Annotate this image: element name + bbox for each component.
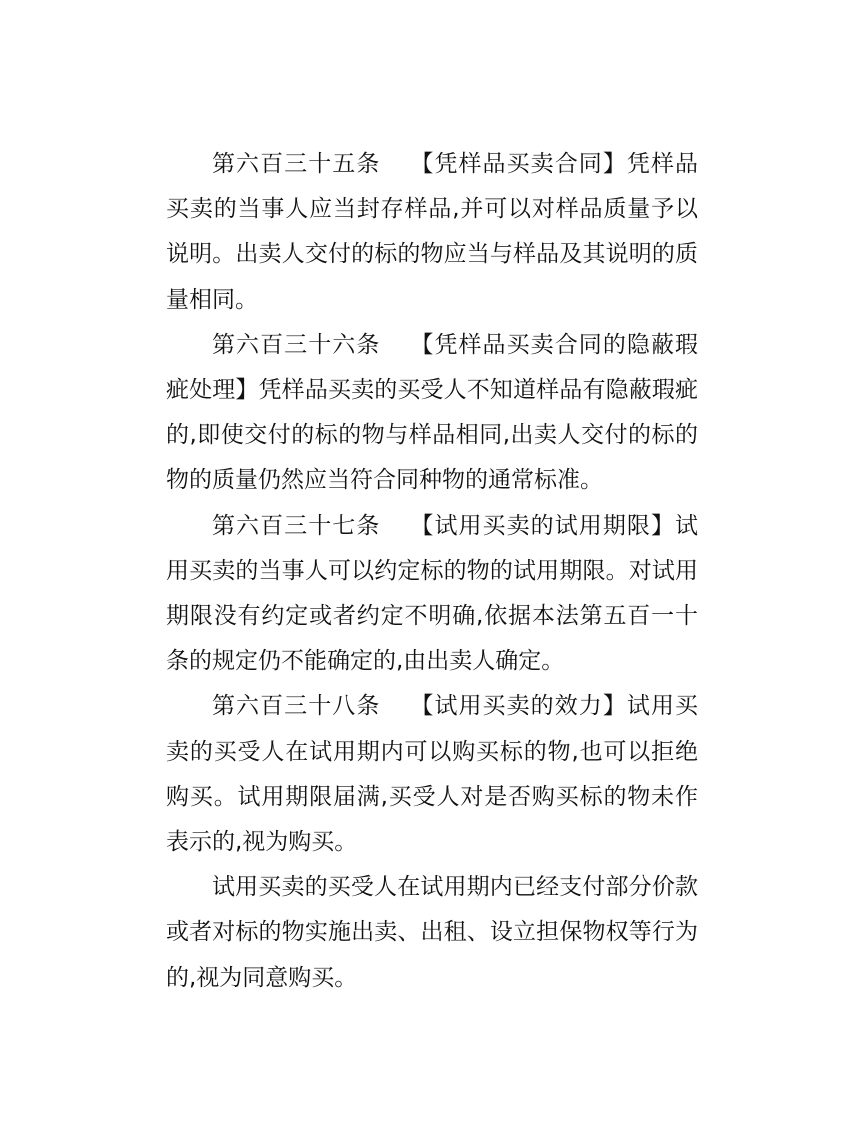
article-638-paragraph — [166, 684, 698, 865]
document-body — [166, 142, 698, 1001]
article-text: 试用买卖的买受人在试用期内可以购买标的物,也可以拒绝购买。试用期限届满,买受人对是否购买标的物未作表示的,视为购买。 — [166, 693, 699, 856]
article-number: 第六百三十五条 — [212, 151, 381, 177]
article-635-paragraph — [166, 142, 698, 323]
article-number: 第六百三十八条 — [212, 693, 381, 720]
article-636-paragraph — [166, 323, 698, 504]
article-text: 试用买卖的买受人在试用期内已经支付部分价款或者对标的物实施出卖、出租、设立担保物权等行为的,视为同意购买。 — [166, 874, 698, 991]
article-638-second-paragraph — [166, 865, 698, 1001]
article-heading: 【试用买卖的试用期限】 — [410, 512, 676, 539]
article-heading: 【试用买卖的效力】 — [410, 693, 627, 720]
article-number: 第六百三十六条 — [212, 331, 381, 358]
article-heading: 【凭样品买卖合同】 — [410, 151, 627, 177]
article-text: 凭样品买卖的买受人不知道样品有隐蔽瑕疵的,即使交付的标的物与样品相同,出卖人交付的标的物的质量仍然应当符合同种物的通常标准。 — [166, 377, 699, 494]
article-number: 第六百三十七条 — [212, 512, 381, 539]
article-text: 凭样品买卖的当事人应当封存样品,并可以对样品质量予以说明。出卖人交付的标的物应当与样品及其说明的质量相同。 — [166, 151, 699, 313]
article-heading: 【凭样品买卖合同的隐蔽瑕疵处理】 — [166, 331, 699, 404]
article-637-paragraph — [166, 504, 698, 685]
article-text: 试用买卖的当事人可以约定标的物的试用期限。对试用期限没有约定或者约定不明确,依据本法第五百一十条的规定仍不能确定的,由出卖人确定。 — [166, 512, 699, 675]
